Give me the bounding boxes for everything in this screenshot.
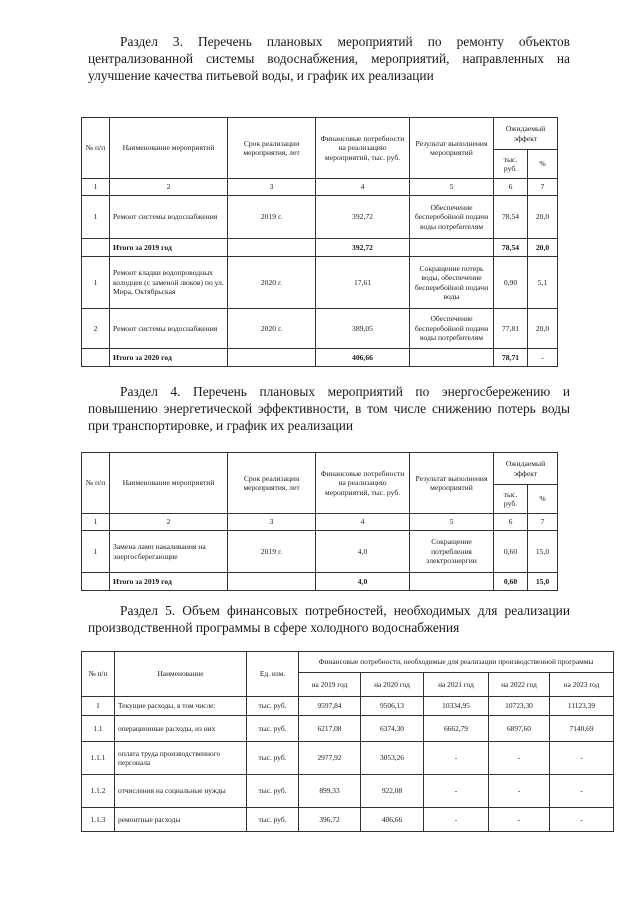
table-row xyxy=(82,808,614,832)
row-value: - xyxy=(424,742,489,775)
col-term-header: Срок реализации мероприятия, лет xyxy=(228,453,316,514)
row-finance: 392,72 xyxy=(316,196,410,239)
row-result: Сокращение потерь воды, обеспечение бесперебойной подачи воды xyxy=(410,257,494,309)
total-effect-rub: 0,60 xyxy=(494,573,528,591)
row-value: - xyxy=(424,775,489,808)
row-unit: тыс. руб. xyxy=(247,697,299,716)
row-unit: тыс. руб. xyxy=(247,808,299,832)
row-term: 2020 г. xyxy=(228,257,316,309)
col-num-header: № п/п xyxy=(82,118,110,179)
row-value: - xyxy=(550,775,614,808)
section3-heading: Раздел 3. Перечень плановых мероприятий по ремонту объектов централизованной системы водоснабжения, мероприятий, направленных на улучшение качества питьевой воды, и график их реализации xyxy=(88,34,570,83)
col-year-header: на 2023 год xyxy=(550,673,614,697)
row-value: 11123,39 xyxy=(550,697,614,716)
col-number: 4 xyxy=(316,514,410,531)
col-number: 1 xyxy=(82,514,110,531)
row-result: Сокращение потребления электроэнергии xyxy=(410,531,494,573)
row-num: 1.1.2 xyxy=(82,775,115,808)
row-finance: 389,05 xyxy=(316,309,410,349)
row-num: 2 xyxy=(82,309,110,349)
col-finance-header: Финансовые потребности, необходимые для реализации производственной программы xyxy=(299,652,614,673)
row-term: 2019 г. xyxy=(228,196,316,239)
row-unit: тыс. руб. xyxy=(247,742,299,775)
col-effect-rub-header: тыс. руб. xyxy=(494,150,528,179)
row-num: 1 xyxy=(82,196,110,239)
col-number: 5 xyxy=(410,179,494,196)
row-value: - xyxy=(550,808,614,832)
row-effect-rub: 0,90 xyxy=(494,257,528,309)
row-name: ремонтные расходы xyxy=(115,808,247,832)
total-label: Итого за 2019 год xyxy=(110,239,228,257)
table-row xyxy=(82,742,614,775)
col-year-header: на 2021 год xyxy=(424,673,489,697)
col-number: 6 xyxy=(494,179,528,196)
row-effect-pct: 20,0 xyxy=(528,196,558,239)
table-row xyxy=(82,716,614,742)
column-number-row xyxy=(82,514,558,531)
col-unit-header: Ед. изм. xyxy=(247,652,299,697)
col-term-header: Срок реализации мероприятия, лет xyxy=(228,118,316,179)
row-unit: тыс. руб. xyxy=(247,775,299,808)
row-value: 406,66 xyxy=(361,808,424,832)
row-effect-pct: 5,1 xyxy=(528,257,558,309)
col-result-header: Результат выполнения мероприятий xyxy=(410,453,494,514)
col-year-header: на 2019 год xyxy=(299,673,361,697)
row-value: - xyxy=(550,742,614,775)
row-num: 1 xyxy=(82,697,115,716)
row-num: 1.1.1 xyxy=(82,742,115,775)
row-term: 2019 г. xyxy=(228,531,316,573)
row-name: Ремонт системы водоснабжения xyxy=(110,196,228,239)
row-value: 9597,84 xyxy=(299,697,361,716)
section5-heading: Раздел 5. Объем финансовых потребностей, необходимых для реализации производственной программы в сфере холодного водоснабжения xyxy=(88,603,570,635)
row-name: отчисления на социальные нужды xyxy=(115,775,247,808)
column-number-row xyxy=(82,179,558,196)
total-row xyxy=(82,239,558,257)
row-value: 922,08 xyxy=(361,775,424,808)
row-value: 7140,69 xyxy=(550,716,614,742)
total-finance: 4,0 xyxy=(316,573,410,591)
row-result: Обеспечение бесперебойной подачи воды потребителям xyxy=(410,309,494,349)
row-num: 1 xyxy=(82,257,110,309)
col-effect-header: Ожидаемый эффект xyxy=(494,118,558,150)
row-effect-pct: 20,0 xyxy=(528,309,558,349)
col-finance-header: Финансовые потребности на реализацию мероприятий, тыс. руб. xyxy=(316,453,410,514)
row-value: - xyxy=(424,808,489,832)
total-row xyxy=(82,349,558,367)
row-num: 1.1.3 xyxy=(82,808,115,832)
row-value: 9506,13 xyxy=(361,697,424,716)
col-name-header: Наименование мероприятий xyxy=(110,453,228,514)
total-effect-pct: - xyxy=(528,349,558,367)
table-row xyxy=(82,531,558,573)
col-number: 5 xyxy=(410,514,494,531)
row-num: 1 xyxy=(82,531,110,573)
row-value: - xyxy=(489,775,550,808)
col-num-header: № п/п xyxy=(82,652,115,697)
row-name: операционные расходы, из них xyxy=(115,716,247,742)
row-result: Обеспечение бесперебойной подачи воды потребителям xyxy=(410,196,494,239)
row-name: Ремонт кладки водопроводных колодцев (с заменой люков) по ул. Мира, Октябрьская xyxy=(110,257,228,309)
col-name-header: Наименование мероприятий xyxy=(110,118,228,179)
row-value: 6662,79 xyxy=(424,716,489,742)
table-row xyxy=(82,257,558,309)
row-unit: тыс. руб. xyxy=(247,716,299,742)
col-effect-pct-header: % xyxy=(528,150,558,179)
col-number: 3 xyxy=(228,179,316,196)
section4-heading: Раздел 4. Перечень плановых мероприятий по энергосбережению и повышению энергетической эффективности, в том числе снижению потерь воды при транспортировке, и график их реализации xyxy=(88,384,570,433)
table-row xyxy=(82,196,558,239)
row-value: 6374,30 xyxy=(361,716,424,742)
row-value: 6217,08 xyxy=(299,716,361,742)
row-value: 10723,30 xyxy=(489,697,550,716)
col-year-header: на 2020 год xyxy=(361,673,424,697)
col-number: 4 xyxy=(316,179,410,196)
col-number: 3 xyxy=(228,514,316,531)
section3-table xyxy=(81,117,558,367)
col-effect-rub-header: тыс. руб. xyxy=(494,485,528,514)
col-num-header: № п/п xyxy=(82,453,110,514)
row-effect-pct: 15,0 xyxy=(528,531,558,573)
col-number: 1 xyxy=(82,179,110,196)
row-name: Текущие расходы, в том числе: xyxy=(115,697,247,716)
row-value: 2977,92 xyxy=(299,742,361,775)
row-effect-rub: 78,54 xyxy=(494,196,528,239)
total-finance: 406,66 xyxy=(316,349,410,367)
col-finance-header: Финансовые потребности на реализацию мероприятий, тыс. руб. xyxy=(316,118,410,179)
total-effect-pct: 20,0 xyxy=(528,239,558,257)
total-effect-rub: 78,71 xyxy=(494,349,528,367)
row-value: - xyxy=(489,808,550,832)
col-name-header: Наименование xyxy=(115,652,247,697)
table-row xyxy=(82,697,614,716)
col-result-header: Результат выполнения мероприятий xyxy=(410,118,494,179)
table-row xyxy=(82,775,614,808)
row-term: 2020 г. xyxy=(228,309,316,349)
col-number: 7 xyxy=(528,179,558,196)
row-num: 1.1 xyxy=(82,716,115,742)
row-value: 3053,26 xyxy=(361,742,424,775)
row-name: оплата труда производственного персонала xyxy=(115,742,247,775)
row-value: 396,72 xyxy=(299,808,361,832)
row-value: - xyxy=(489,742,550,775)
row-value: 6897,60 xyxy=(489,716,550,742)
row-finance: 4,0 xyxy=(316,531,410,573)
col-year-header: на 2022 год xyxy=(489,673,550,697)
total-label: Итого за 2019 год xyxy=(110,573,228,591)
section4-table xyxy=(81,452,558,591)
total-effect-pct: 15,0 xyxy=(528,573,558,591)
row-name: Замена ламп накаливания на энергосберегающие xyxy=(110,531,228,573)
col-number: 2 xyxy=(110,179,228,196)
row-value: 10334,95 xyxy=(424,697,489,716)
col-effect-header: Ожидаемый эффект xyxy=(494,453,558,485)
col-number: 6 xyxy=(494,514,528,531)
row-effect-rub: 0,60 xyxy=(494,531,528,573)
total-finance: 392,72 xyxy=(316,239,410,257)
row-value: 899,33 xyxy=(299,775,361,808)
row-effect-rub: 77,81 xyxy=(494,309,528,349)
total-row xyxy=(82,573,558,591)
row-finance: 17,61 xyxy=(316,257,410,309)
col-number: 7 xyxy=(528,514,558,531)
total-label: Итого за 2020 год xyxy=(110,349,228,367)
total-effect-rub: 78,54 xyxy=(494,239,528,257)
section5-table xyxy=(81,651,614,832)
col-effect-pct-header: % xyxy=(528,485,558,514)
row-name: Ремонт системы водоснабжения xyxy=(110,309,228,349)
col-number: 2 xyxy=(110,514,228,531)
table-row xyxy=(82,309,558,349)
